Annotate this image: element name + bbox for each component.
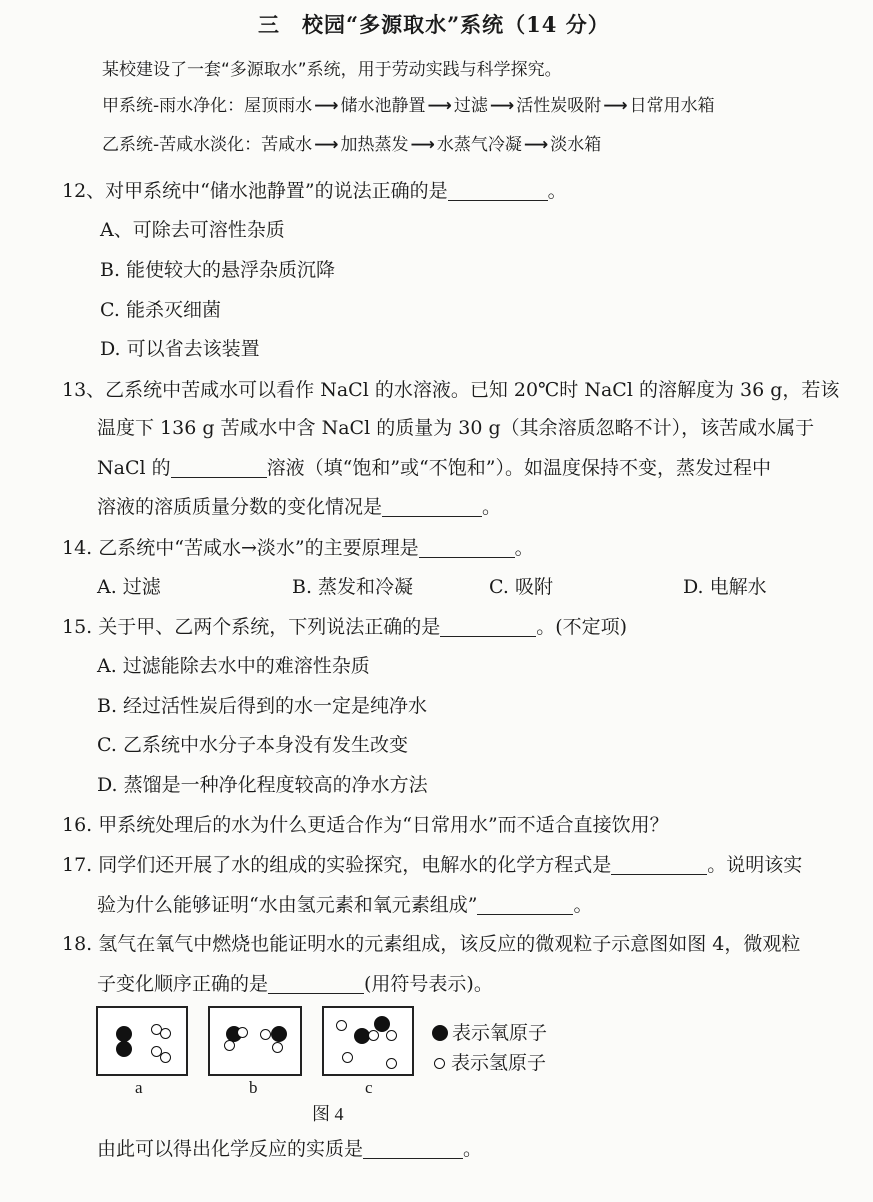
figure-caption: 图 4 — [312, 1104, 344, 1124]
q17-text-1a: 17. 同学们还开展了水的组成的实验探究，电解水的化学方程式是 — [62, 854, 612, 876]
intro-text: 某校建设了一套“多源取水”系统，用于劳动实践与科学探究。 — [102, 60, 562, 80]
legend-oxygen-text: 表示氧原子 — [452, 1022, 548, 1044]
hydrogen-atom-icon — [386, 1030, 397, 1041]
q14-end: 。 — [514, 537, 534, 559]
panel-a-label: a — [135, 1078, 143, 1097]
arrow-right-icon: ⟶ — [523, 135, 549, 155]
q18-text-2a: 子变化顺序正确的是 — [97, 973, 269, 995]
oxygen-atom-icon — [271, 1026, 287, 1042]
q16-stem: 16. 甲系统处理后的水为什么更适合作为“日常用水”而不适合直接饮用？ — [62, 814, 669, 836]
yi-system-flow — [102, 132, 601, 158]
jia-step: 活性炭吸附 — [516, 96, 602, 116]
q13-text-3a: NaCl 的 — [97, 457, 171, 479]
q15-option-c: C. 乙系统中水分子本身没有发生改变 — [97, 734, 408, 756]
q12-option-a: A、可除去可溶性杂质 — [100, 219, 285, 241]
q12-stem — [62, 178, 567, 204]
arrow-right-icon: ⟶ — [314, 96, 339, 116]
q14-option-b: B. 蒸发和冷凝 — [292, 576, 414, 598]
hydrogen-atom-icon — [224, 1040, 235, 1051]
panel-b-label: b — [249, 1078, 258, 1097]
q13-text-4b: 。 — [482, 496, 502, 518]
q12-option-b: B. 能使较大的悬浮杂质沉降 — [100, 259, 336, 281]
jia-step: 屋顶雨水 — [244, 96, 313, 116]
q18-final-line — [97, 1136, 482, 1162]
q13-blank-1[interactable] — [171, 457, 267, 478]
q15-answer-blank[interactable] — [440, 616, 536, 637]
hydrogen-atom-icon — [272, 1042, 283, 1053]
section-title: 三 校园“多源取水”系统（14 分） — [258, 12, 610, 37]
arrow-right-icon: ⟶ — [427, 96, 452, 116]
q15-option-a: A. 过滤能除去水中的难溶性杂质 — [97, 655, 370, 677]
yi-step: 苦咸水 — [261, 135, 313, 155]
q13-text-3b: 溶液（填“饱和”或“不饱和”）。如温度保持不变，蒸发过程中 — [266, 457, 771, 479]
q12-end: 。 — [547, 180, 567, 202]
hydrogen-atom-icon — [434, 1058, 445, 1069]
oxygen-atom-icon — [116, 1041, 132, 1057]
jia-step: 过滤 — [453, 96, 488, 116]
arrow-right-icon: ⟶ — [410, 135, 435, 155]
oxygen-atom-icon — [432, 1025, 448, 1041]
yi-label: 乙系统-苦咸水淡化： — [102, 135, 262, 155]
hydrogen-atom-icon — [336, 1020, 347, 1031]
yi-step: 加热蒸发 — [340, 135, 409, 155]
q17-text-2b: 。 — [573, 894, 593, 916]
yi-step: 水蒸气冷凝 — [436, 135, 522, 155]
yi-steps — [261, 135, 601, 155]
q13-line-3 — [97, 455, 771, 481]
q18-final-blank[interactable] — [363, 1138, 463, 1159]
q13-line-1: 13、乙系统中苦咸水可以看作 NaCl 的水溶液。已知 20℃时 NaCl 的溶解度为 36 g，若该 — [62, 379, 840, 401]
arrow-right-icon: ⟶ — [489, 96, 515, 116]
hydrogen-atom-icon — [386, 1058, 397, 1069]
q18-final-end: 。 — [463, 1138, 483, 1160]
jia-label: 甲系统-雨水净化： — [102, 96, 245, 116]
legend-oxygen — [432, 1018, 547, 1045]
q13-line-2: 温度下 136 g 苦咸水中含 NaCl 的质量为 30 g（其余溶质忽略不计），该苦咸水属于 — [97, 417, 815, 439]
q14-option-d: D. 电解水 — [683, 576, 767, 598]
q18-line-1: 18. 氢气在氧气中燃烧也能证明水的元素组成，该反应的微观粒子示意图如图 4，微观粒 — [62, 933, 801, 955]
q18-final-text: 由此可以得出化学反应的实质是 — [97, 1138, 364, 1160]
arrow-right-icon: ⟶ — [603, 96, 628, 116]
oxygen-atom-icon — [116, 1026, 132, 1042]
q17-text-1b: 。说明该实 — [707, 854, 803, 876]
panel-b-box — [208, 1006, 302, 1076]
q14-option-c: C. 吸附 — [489, 576, 553, 598]
q17-line-2 — [97, 892, 592, 918]
panel-a-box — [96, 1006, 188, 1076]
q15-text: 15. 关于甲、乙两个系统，下列说法正确的是 — [62, 616, 441, 638]
hydrogen-atom-icon — [160, 1052, 171, 1063]
q17-blank-2[interactable] — [477, 894, 573, 915]
q18-answer-blank[interactable] — [268, 973, 364, 994]
q13-text-4a: 溶液的溶质质量分数的变化情况是 — [97, 496, 383, 518]
legend-hydrogen-text: 表示氢原子 — [451, 1052, 547, 1074]
arrow-right-icon: ⟶ — [314, 135, 339, 155]
q18-text-2b: (用符号表示)。 — [364, 973, 493, 995]
q15-end: 。(不定项) — [536, 616, 628, 638]
hydrogen-atom-icon — [160, 1028, 171, 1039]
hydrogen-atom-icon — [260, 1029, 271, 1040]
q18-line-2 — [97, 971, 493, 997]
yi-step: 淡水箱 — [550, 135, 602, 155]
q15-option-d: D. 蒸馏是一种净化程度较高的净水方法 — [97, 774, 428, 796]
q17-text-2a: 验为什么能够证明“水由氢元素和氧元素组成” — [97, 894, 478, 916]
hydrogen-atom-icon — [342, 1052, 353, 1063]
q12-option-c: C. 能杀灭细菌 — [100, 299, 221, 321]
jia-step: 日常用水箱 — [629, 96, 715, 116]
legend-hydrogen — [432, 1048, 546, 1075]
q12-option-d: D. 可以省去该装置 — [100, 338, 260, 360]
oxygen-atom-icon — [374, 1016, 390, 1032]
q12-text: 12、对甲系统中“储水池静置”的说法正确的是 — [62, 180, 448, 202]
q14-stem — [62, 535, 534, 561]
q12-answer-blank[interactable] — [448, 180, 548, 201]
hydrogen-atom-icon — [237, 1027, 248, 1038]
q13-line-4 — [97, 494, 501, 520]
q13-blank-2[interactable] — [382, 496, 482, 517]
q15-stem — [62, 614, 627, 640]
panel-c-label: c — [365, 1078, 373, 1097]
jia-step: 储水池静置 — [340, 96, 426, 116]
panel-c-box — [322, 1006, 414, 1076]
q14-answer-blank[interactable] — [419, 537, 515, 558]
q17-line-1 — [62, 852, 802, 878]
jia-system-flow — [102, 93, 715, 119]
jia-steps — [244, 96, 715, 116]
q14-option-a: A. 过滤 — [97, 576, 161, 598]
q17-blank-1[interactable] — [611, 854, 707, 875]
q14-text: 14. 乙系统中“苦咸水→淡水”的主要原理是 — [62, 537, 419, 559]
q15-option-b: B. 经过活性炭后得到的水一定是纯净水 — [97, 695, 428, 717]
hydrogen-atom-icon — [368, 1030, 379, 1041]
